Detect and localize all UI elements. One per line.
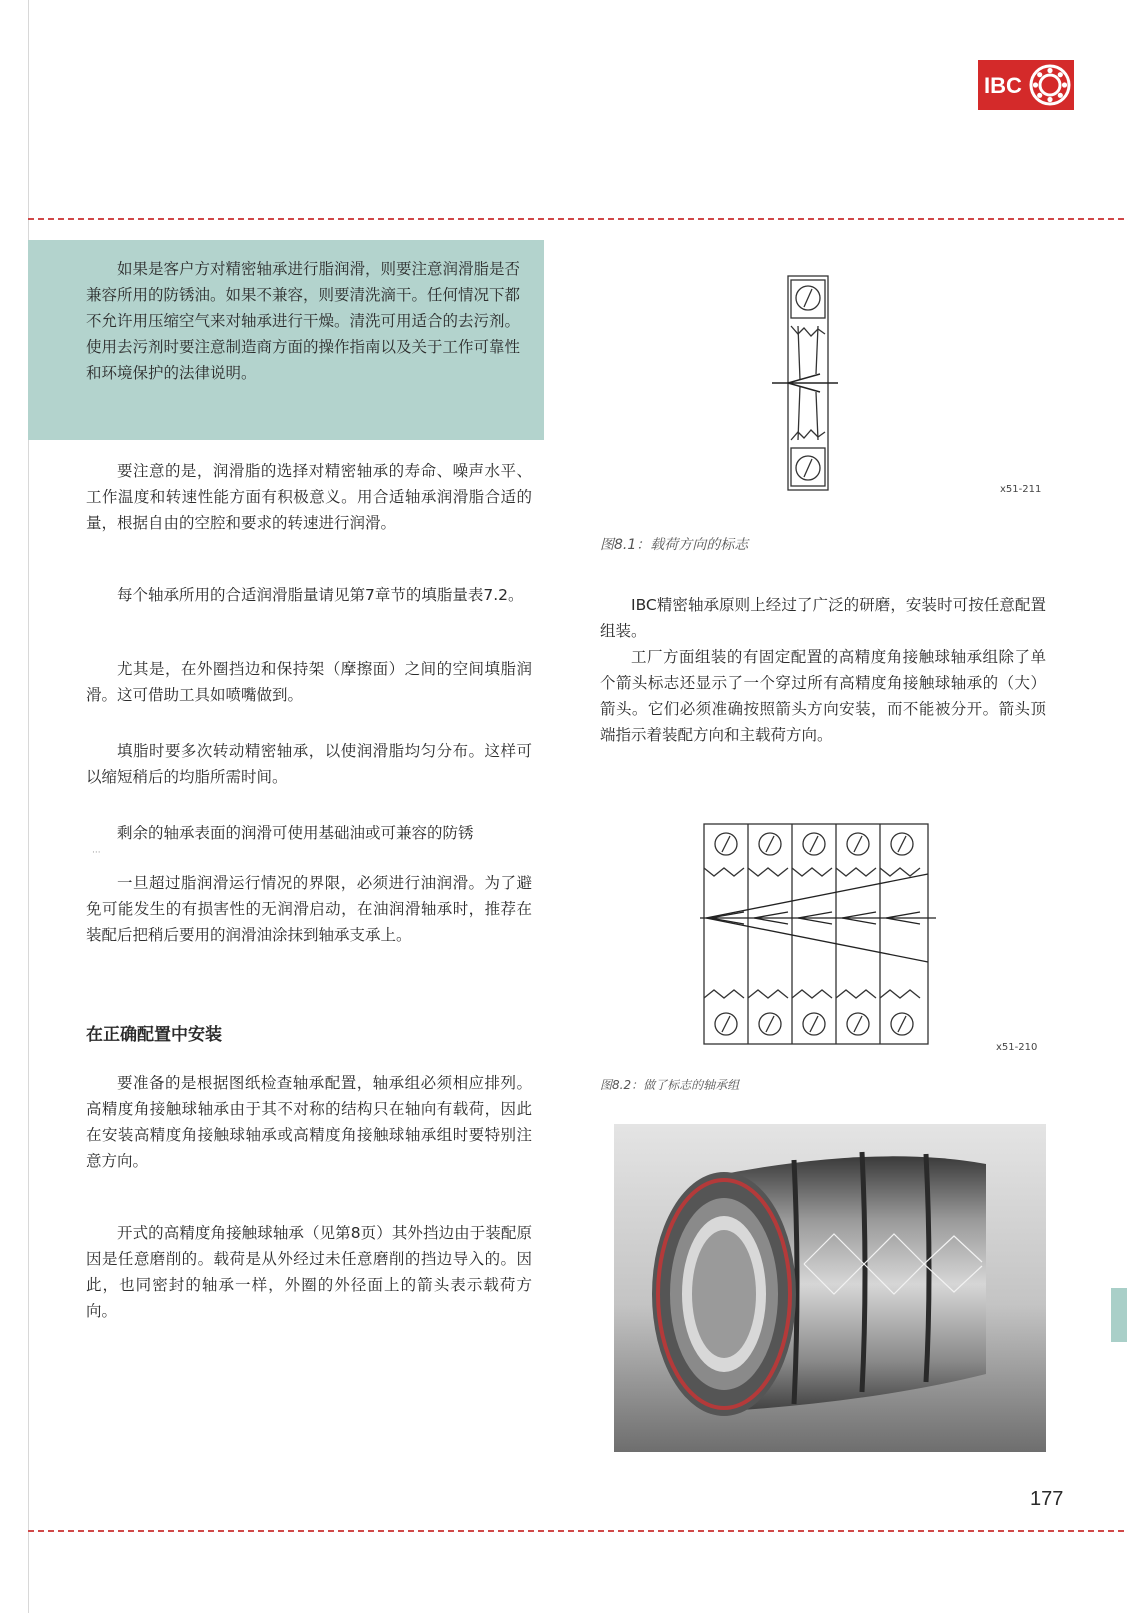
paragraph-open-bearing: 开式的高精度角接触球轴承（见第8页）其外挡边由于装配原因是任意磨削的。载荷是从外经过未任意磨削的挡边导入的。因此，也同密封的轴承一样，外圈的外径面上的箭头表示载荷方向。 [86, 1224, 532, 1320]
paragraph-grease-choice: 要注意的是，润滑脂的选择对精密轴承的寿命、噪声水平、工作温度和转速性能方面有积极意义。用合适轴承润滑脂合适的量，根据自由的空腔和要求的转速进行润滑。 [86, 462, 532, 532]
paragraph-remaining-surface: 剩余的轴承表面的润滑可使用基础油或可兼容的防锈 [117, 824, 474, 842]
note-text: 如果是客户方对精密轴承进行脂润滑，则要注意润滑脂是否兼容所用的防锈油。如果不兼容，则要清洗滴干。任何情况下都不允许用压缩空气来对轴承进行干燥。清洗可用适合的去污剂。使用去污剂时要注意制造商方面的操作指南以及关于工作可靠性和环境保护的法律说明。 [86, 260, 521, 382]
figure-8-2-bearing-set [700, 822, 936, 1048]
paragraph-factory-sets: 工厂方面组装的有固定配置的高精度角接触球轴承组除了单个箭头标志还显示了一个穿过所有高精度角接触球轴承的（大）箭头。它们必须准确按照箭头方向安装，而不能被分开。箭头顶端指示着装配方向和主载荷方向。 [600, 648, 1046, 744]
top-dashed-rule [28, 218, 1124, 220]
figure-8-2-code: x51-210 [996, 1042, 1038, 1053]
paragraph-oil-lubrication: 一旦超过脂润滑运行情况的界限，必须进行油润滑。为了避免可能发生的有损害性的无润滑启动，在油润滑轴承时，推荐在装配后把稍后要用的润滑油涂抹到轴承支承上。 [86, 874, 532, 944]
figure-8-1-caption: 图8.1：载荷方向的标志 [600, 537, 749, 553]
note-box [28, 240, 544, 440]
chapter-side-tab [1111, 1288, 1127, 1342]
paragraph-fill-space: 尤其是，在外圈挡边和保持架（摩擦面）之间的空间填脂润滑。这可借助工具如喷嘴做到。 [86, 660, 532, 704]
paragraph-check-drawing: 要准备的是根据图纸检查轴承配置，轴承组必须相应排列。高精度角接触球轴承由于其不对称的结构只在轴向有载荷，因此在安装高精度角接触球轴承或高精度角接触球轴承组时要特别注意方向。 [86, 1074, 532, 1170]
ibc-logo [978, 60, 1074, 110]
truncated-fragment: ··· [92, 848, 101, 858]
section-heading: 在正确配置中安装 [86, 1025, 222, 1045]
paragraph-ibc-grinding: IBC精密轴承原则上经过了广泛的研磨，安装时可按任意配置组装。 [600, 596, 1046, 640]
page-number: 177 [1030, 1488, 1064, 1510]
bottom-dashed-rule [28, 1530, 1124, 1532]
bearing-set-photo [614, 1124, 1046, 1452]
figure-8-1-bearing-section [770, 274, 840, 494]
paragraph-rotate-bearing: 填脂时要多次转动精密轴承，以使润滑脂均匀分布。这样可以缩短稍后的均脂所需时间。 [86, 742, 532, 786]
figure-8-2-caption: 图8.2：做了标志的轴承组 [600, 1078, 740, 1092]
figure-8-1-code: x51-211 [1000, 484, 1042, 495]
svg-text:IBC: IBC [984, 73, 1022, 98]
paragraph-grease-quantity: 每个轴承所用的合适润滑脂量请见第7章节的填脂量表7.2。 [117, 586, 524, 604]
